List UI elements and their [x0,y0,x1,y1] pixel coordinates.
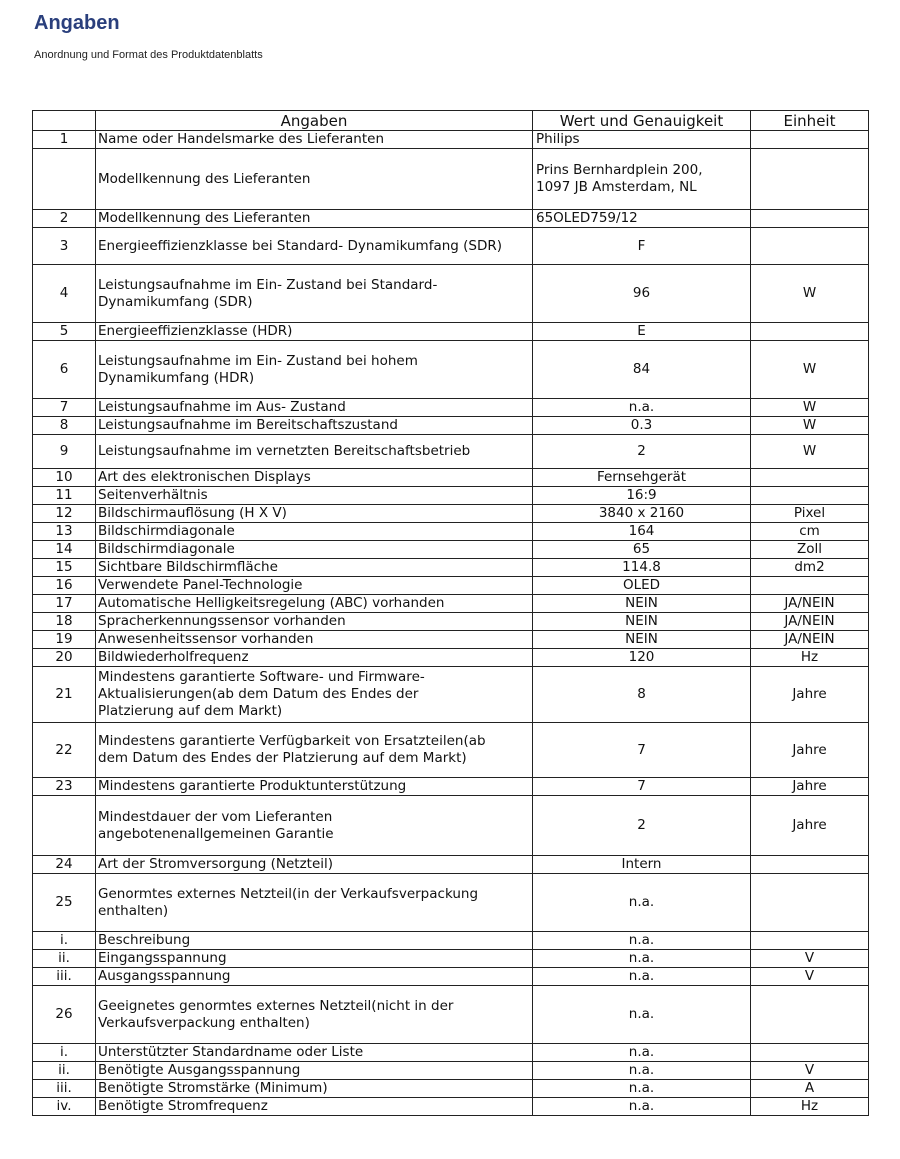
table-row [33,228,869,265]
row-label: Energieeffizienzklasse (HDR) [96,323,533,341]
table-row [33,131,869,149]
table-row [33,723,869,778]
row-value: n.a. [533,1098,751,1116]
row-value: 120 [533,649,751,667]
table-row [33,341,869,399]
row-unit: cm [751,523,869,541]
row-unit [751,228,869,265]
row-label: Leistungsaufnahme im Aus- Zustand [96,399,533,417]
row-value: 3840 x 2160 [533,505,751,523]
row-label: Name oder Handelsmarke des Lieferanten [96,131,533,149]
row-value: n.a. [533,932,751,950]
product-datasheet-table [32,110,869,1116]
row-label: Sichtbare Bildschirmfläche [96,559,533,577]
row-number: 9 [33,435,96,469]
table-row [33,1044,869,1062]
row-unit [751,1044,869,1062]
column-header-wert: Wert und Genauigkeit [533,111,751,131]
row-label: Bildwiederholfrequenz [96,649,533,667]
table-row [33,523,869,541]
table-row [33,595,869,613]
row-number: iv. [33,1098,96,1116]
row-number: 20 [33,649,96,667]
table-row [33,417,869,435]
row-label: Bildschirmdiagonale [96,541,533,559]
row-value: 65 [533,541,751,559]
row-label: Mindestdauer der vom Lieferanten angebotenenallgemeinen Garantie [96,796,533,856]
row-value: E [533,323,751,341]
row-unit: V [751,950,869,968]
row-unit: JA/NEIN [751,613,869,631]
row-unit [751,874,869,932]
row-unit [751,149,869,210]
row-number: 4 [33,265,96,323]
row-unit: V [751,1062,869,1080]
table-header-row [33,111,869,131]
row-value: n.a. [533,399,751,417]
row-number: 12 [33,505,96,523]
row-unit [751,487,869,505]
row-number: 13 [33,523,96,541]
row-number: 1 [33,131,96,149]
row-unit: JA/NEIN [751,595,869,613]
row-unit: Pixel [751,505,869,523]
table-row [33,1062,869,1080]
table-row [33,874,869,932]
row-unit: Hz [751,649,869,667]
table-row [33,631,869,649]
row-value: n.a. [533,950,751,968]
row-value: 114.8 [533,559,751,577]
row-number: 22 [33,723,96,778]
row-unit [751,210,869,228]
row-unit [751,577,869,595]
row-label: Energieeffizienzklasse bei Standard- Dynamikumfang (SDR) [96,228,533,265]
row-value: F [533,228,751,265]
table-row [33,559,869,577]
row-label: Automatische Helligkeitsregelung (ABC) vorhanden [96,595,533,613]
table-row [33,932,869,950]
row-number: 15 [33,559,96,577]
row-number: 8 [33,417,96,435]
row-number [33,149,96,210]
row-number: 18 [33,613,96,631]
row-number: 6 [33,341,96,399]
table-row [33,667,869,723]
row-number [33,796,96,856]
table-row [33,577,869,595]
row-label: Verwendete Panel-Technologie [96,577,533,595]
table-row [33,1098,869,1116]
table-row [33,613,869,631]
row-label: Leistungsaufnahme im Ein- Zustand bei hohem Dynamikumfang (HDR) [96,341,533,399]
row-unit [751,323,869,341]
row-label: Unterstützter Standardname oder Liste [96,1044,533,1062]
row-value: n.a. [533,874,751,932]
table-row [33,778,869,796]
row-unit [751,131,869,149]
row-unit [751,469,869,487]
table-row [33,1080,869,1098]
row-value: Prins Bernhardplein 200, 1097 JB Amsterdam, NL [533,149,751,210]
row-value: 7 [533,723,751,778]
row-label: Spracherkennungssensor vorhanden [96,613,533,631]
row-number: 21 [33,667,96,723]
row-label: Bildschirmdiagonale [96,523,533,541]
row-value: n.a. [533,986,751,1044]
row-label: Anwesenheitssensor vorhanden [96,631,533,649]
row-unit: Jahre [751,778,869,796]
row-value: OLED [533,577,751,595]
row-label: Benötigte Stromfrequenz [96,1098,533,1116]
table-row [33,856,869,874]
row-number: iii. [33,1080,96,1098]
row-unit [751,856,869,874]
row-label: Benötigte Ausgangsspannung [96,1062,533,1080]
row-number: 19 [33,631,96,649]
row-number: ii. [33,950,96,968]
row-number: 3 [33,228,96,265]
row-value: n.a. [533,1044,751,1062]
row-number: 7 [33,399,96,417]
row-value: 0.3 [533,417,751,435]
row-number: 16 [33,577,96,595]
table-row [33,649,869,667]
table-row [33,265,869,323]
row-unit: W [751,399,869,417]
row-value: NEIN [533,613,751,631]
column-header-number [33,111,96,131]
row-number: 10 [33,469,96,487]
row-value: NEIN [533,631,751,649]
row-label: Art der Stromversorgung (Netzteil) [96,856,533,874]
row-value: Philips [533,131,751,149]
row-label: Genormtes externes Netzteil(in der Verkaufsverpackung enthalten) [96,874,533,932]
row-value: 2 [533,796,751,856]
row-value: Fernsehgerät [533,469,751,487]
row-unit: dm2 [751,559,869,577]
row-value: 2 [533,435,751,469]
row-value: n.a. [533,968,751,986]
table-row [33,986,869,1044]
table-row [33,541,869,559]
table-row [33,149,869,210]
row-number: 23 [33,778,96,796]
row-number: 5 [33,323,96,341]
table-row [33,505,869,523]
row-number: i. [33,1044,96,1062]
row-label: Bildschirmauflösung (H X V) [96,505,533,523]
row-unit: A [751,1080,869,1098]
row-number: iii. [33,968,96,986]
row-value: 8 [533,667,751,723]
row-unit: W [751,435,869,469]
row-unit [751,932,869,950]
table-row [33,399,869,417]
row-number: 17 [33,595,96,613]
page-subtitle: Anordnung und Format des Produktdatenblatts [34,49,263,61]
row-unit: W [751,341,869,399]
row-label: Modellkennung des Lieferanten [96,210,533,228]
row-label: Ausgangsspannung [96,968,533,986]
row-unit: Jahre [751,796,869,856]
row-number: 25 [33,874,96,932]
row-label: Leistungsaufnahme im vernetzten Bereitschaftsbetrieb [96,435,533,469]
row-value: n.a. [533,1080,751,1098]
table-row [33,435,869,469]
row-label: Beschreibung [96,932,533,950]
row-unit: Hz [751,1098,869,1116]
table-row [33,323,869,341]
row-number: 11 [33,487,96,505]
row-unit: Jahre [751,667,869,723]
row-label: Mindestens garantierte Produktunterstützung [96,778,533,796]
row-unit: W [751,265,869,323]
row-unit: W [751,417,869,435]
row-value: 16:9 [533,487,751,505]
row-unit: JA/NEIN [751,631,869,649]
row-value: 164 [533,523,751,541]
table-body [33,131,869,1116]
row-number: 14 [33,541,96,559]
column-header-angaben: Angaben [96,111,533,131]
page-title: Angaben [34,12,120,34]
row-label: Seitenverhältnis [96,487,533,505]
row-number: 26 [33,986,96,1044]
row-value: Intern [533,856,751,874]
table-row [33,796,869,856]
row-value: n.a. [533,1062,751,1080]
row-label: Benötigte Stromstärke (Minimum) [96,1080,533,1098]
row-number: ii. [33,1062,96,1080]
column-header-einheit: Einheit [751,111,869,131]
row-label: Eingangsspannung [96,950,533,968]
row-unit: Zoll [751,541,869,559]
row-value: NEIN [533,595,751,613]
row-value: 96 [533,265,751,323]
table-row [33,469,869,487]
row-number: i. [33,932,96,950]
row-value: 84 [533,341,751,399]
row-unit: V [751,968,869,986]
row-unit: Jahre [751,723,869,778]
row-label: Leistungsaufnahme im Ein- Zustand bei Standard- Dynamikumfang (SDR) [96,265,533,323]
row-label: Mindestens garantierte Verfügbarkeit von Ersatzteilen(ab dem Datum des Endes der Platzierung auf dem Markt) [96,723,533,778]
row-unit [751,986,869,1044]
table-row [33,210,869,228]
row-value: 65OLED759/12 [533,210,751,228]
table-row [33,487,869,505]
table-row [33,950,869,968]
row-label: Art des elektronischen Displays [96,469,533,487]
table-row [33,968,869,986]
row-number: 2 [33,210,96,228]
row-label: Geeignetes genormtes externes Netzteil(nicht in der Verkaufsverpackung enthalten) [96,986,533,1044]
row-value: 7 [533,778,751,796]
row-number: 24 [33,856,96,874]
row-label: Modellkennung des Lieferanten [96,149,533,210]
row-label: Mindestens garantierte Software- und Firmware- Aktualisierungen(ab dem Datum des Endes der Platzierung auf dem Markt) [96,667,533,723]
row-label: Leistungsaufnahme im Bereitschaftszustand [96,417,533,435]
